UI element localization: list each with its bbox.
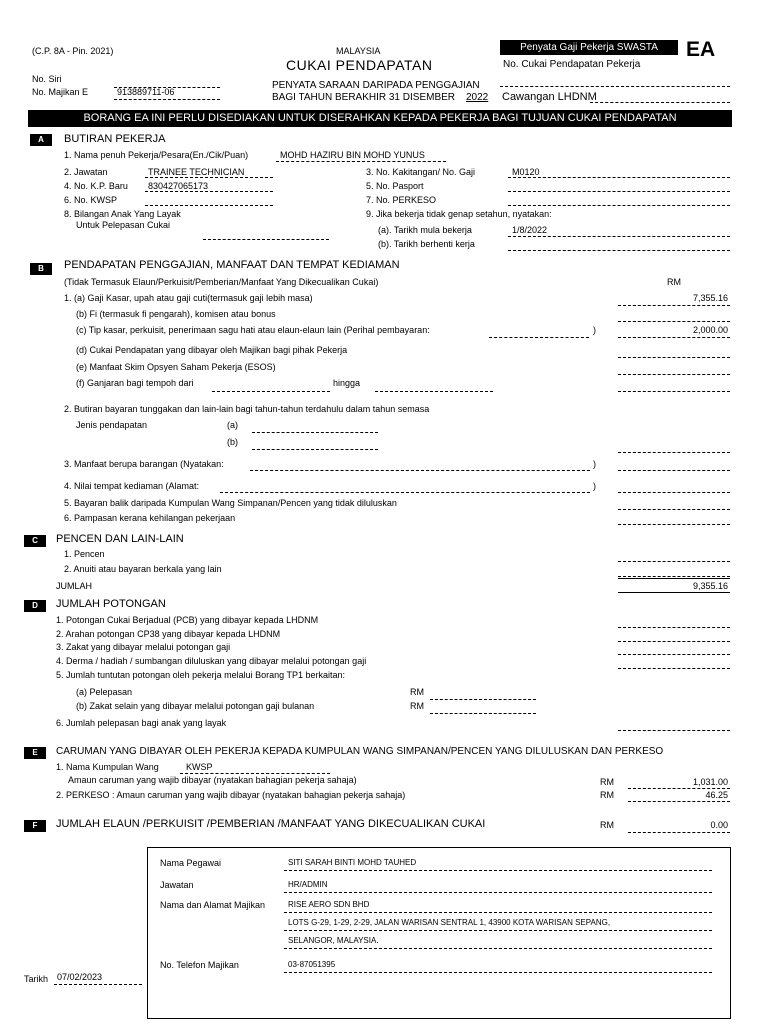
address-field-1[interactable] <box>284 930 712 931</box>
b1f-label: (f) Ganjaran bagi tempoh dari <box>76 378 194 388</box>
tax-no-field[interactable] <box>500 86 730 87</box>
c2-label: 2. Anuiti atau bayaran berkala yang lain <box>64 564 222 574</box>
d5-label: 5. Jumlah tuntutan potongan oleh pekerja melalui Borang TP1 berkaitan: <box>56 670 346 680</box>
section-b-title: PENDAPATAN PENGGAJIAN, MANFAAT DAN TEMPAT KEDIAMAN <box>64 259 400 271</box>
section-e-badge: E <box>24 747 46 759</box>
e1-value: KWSP <box>186 762 213 772</box>
b4-close-paren: ) <box>593 481 596 491</box>
mula-field[interactable] <box>508 236 730 237</box>
f-field[interactable] <box>628 832 730 833</box>
pegawai-label: Nama Pegawai <box>160 858 222 868</box>
d5a-rm: RM <box>410 687 424 697</box>
tarikh-label: Tarikh <box>24 974 49 984</box>
jumlah-label: JUMLAH <box>56 581 93 591</box>
name-label: 1. Nama penuh Pekerja/Pesara(En./Cik/Puan) <box>64 150 249 160</box>
page-title: CUKAI PENDAPATAN <box>286 57 433 73</box>
pasport-label: 5. No. Pasport <box>366 181 424 191</box>
b2a-field[interactable] <box>252 432 378 433</box>
notice-banner: BORANG EA INI PERLU DISEDIAKAN UNTUK DISERAHKAN KEPADA PEKERJA BAGI TUJUAN CUKAI PENDAPATAN <box>28 110 732 127</box>
b1b-label: (b) Fi (termasuk fi pengarah), komisen atau bonus <box>76 309 276 319</box>
b2b-field[interactable] <box>252 449 378 450</box>
opt-b-label: (b) <box>227 437 238 447</box>
d5a-label: (a) Pelepasan <box>76 687 133 697</box>
mula-label: (a). Tarikh mula bekerja <box>378 225 472 235</box>
b1e-label: (e) Manfaat Skim Opsyen Saham Pekerja (ESOS) <box>76 362 276 372</box>
jumlah-value: 9,355.16 <box>692 581 728 591</box>
e2-rm: RM <box>600 790 614 800</box>
perkeso-field[interactable] <box>508 205 730 206</box>
rm-header: RM <box>667 277 681 287</box>
d1-label: 1. Potongan Cukai Berjadual (PCB) yang dibayar kepada LHDNM <box>56 615 319 625</box>
kp-label: 4. No. K.P. Baru <box>64 181 128 191</box>
branch-field[interactable] <box>590 102 730 103</box>
kwsp-field[interactable] <box>628 788 730 789</box>
kwsp-value: 1,031.00 <box>692 777 728 787</box>
tarikh-value: 07/02/2023 <box>57 972 103 982</box>
subtitle-2: BAGI TAHUN BERAKHIR 31 DISEMBER <box>272 92 456 103</box>
employer-signature-box <box>147 847 731 1019</box>
b2-label: 2. Butiran bayaran tunggakan dan lain-lain bagi tahun-tahun terdahulu dalam tahun semasa <box>64 404 430 414</box>
b1e-field[interactable] <box>618 374 730 375</box>
statement-type-badge: Penyata Gaji Pekerja SWASTA <box>500 40 678 55</box>
telefon-label: No. Telefon Majikan <box>160 960 239 970</box>
name-field[interactable] <box>276 161 446 162</box>
no-majikan-label: No. Majikan E <box>32 87 89 97</box>
b1a-field[interactable] <box>618 305 730 306</box>
e2-label: 2. PERKESO : Amaun caruman yang wajib dibayar (nyatakan bahagian pekerja sahaja) <box>56 790 406 800</box>
b1b-field[interactable] <box>618 321 730 322</box>
b6-field[interactable] <box>618 524 730 525</box>
amaun-label: Amaun caruman yang wajib dibayar (nyatakan bahagian pekerja sahaja) <box>68 775 357 785</box>
d5b-label: (b) Zakat selain yang dibayar melalui potongan gaji bulanan <box>76 701 315 711</box>
d5b-field[interactable] <box>430 713 536 714</box>
jawatan-label: 2. Jawatan <box>64 167 108 177</box>
majikan-value: RISE AERO SDN BHD <box>288 900 370 909</box>
tarikh-field[interactable] <box>54 984 142 985</box>
f-value: 0.00 <box>710 820 728 830</box>
footer-jawatan-value: HR/ADMIN <box>288 880 328 889</box>
section-a-badge: A <box>30 134 52 146</box>
d3-label: 3. Zakat yang dibayar melalui potongan gaji <box>56 642 231 652</box>
section-e-title: CARUMAN YANG DIBAYAR OLEH PEKERJA KEPADA KUMPULAN WANG SIMPANAN/PENCEN YANG DILULUSKAN DAN PERKESO <box>56 746 664 757</box>
footer-jawatan-label: Jawatan <box>160 880 194 890</box>
f-rm: RM <box>600 820 614 830</box>
kakitangan-value: M0120 <box>512 167 540 177</box>
d4-field[interactable] <box>618 668 730 669</box>
d4-label: 4. Derma / hadiah / sumbangan diluluskan yang dibayar melalui potongan gaji <box>56 656 367 666</box>
b5-field[interactable] <box>618 509 730 510</box>
perkeso-label: 7. No. PERKESO <box>366 195 437 205</box>
kwsp-label: 6. No. KWSP <box>64 195 118 205</box>
footer-jawatan-field[interactable] <box>284 892 712 893</box>
b3-field[interactable] <box>618 470 730 471</box>
kp-field[interactable] <box>145 191 273 192</box>
berhenti-field[interactable] <box>508 250 730 251</box>
b4-label: 4. Nilai tempat kediaman (Alamat: <box>64 481 200 491</box>
name-value: MOHD HAZIRU BIN MOHD YUNUS <box>280 150 425 160</box>
b4-address-field[interactable] <box>220 492 590 493</box>
section-c-badge: C <box>24 535 46 547</box>
b1c-close-paren: ) <box>593 325 596 335</box>
section-f-title: JUMLAH ELAUN /PERKUISIT /PEMBERIAN /MANFAAT YANG DIKECUALIKAN CUKAI <box>56 818 486 830</box>
b6-label: 6. Pampasan kerana kehilangan pekerjaan <box>64 513 236 523</box>
anak-field[interactable] <box>203 239 329 240</box>
b1d-field[interactable] <box>618 357 730 358</box>
jawatan-value: TRAINEE TECHNICIAN <box>148 167 245 177</box>
section-b-note: (Tidak Termasuk Elaun/Perkuisit/Pemberian/Manfaat Yang Dikecualikan Cukai) <box>64 277 379 287</box>
d3-field[interactable] <box>618 654 730 655</box>
anak-label-1: 8. Bilangan Anak Yang Layak <box>64 209 181 219</box>
year: 2022 <box>466 92 489 103</box>
b1f-from-field[interactable] <box>212 391 330 392</box>
d2-field[interactable] <box>618 641 730 642</box>
kakitangan-field[interactable] <box>508 177 730 178</box>
b2-field[interactable] <box>618 452 730 453</box>
b1d-label: (d) Cukai Pendapatan yang dibayar oleh Majikan bagi pihak Pekerja <box>76 345 348 355</box>
b1f-to-field[interactable] <box>375 391 493 392</box>
pasport-field[interactable] <box>508 191 730 192</box>
jenis-label: Jenis pendapatan <box>76 420 148 430</box>
jumlah-bottom-rule <box>618 592 730 593</box>
address-field-2[interactable] <box>284 948 712 949</box>
address-line-1: LOTS G-29, 1-29, 2-29, JALAN WARISAN SENTRAL 1, 43900 KOTA WARISAN SEPANG, <box>288 918 611 927</box>
branch-label: Cawangan LHDNM <box>502 91 597 103</box>
b1c-perihal-field[interactable] <box>489 337 589 338</box>
mula-value: 1/8/2022 <box>512 225 548 235</box>
address-line-2: SELANGOR, MALAYSIA. <box>288 936 379 945</box>
section-d-title: JUMLAH POTONGAN <box>56 598 166 610</box>
majikan-field[interactable] <box>284 912 712 913</box>
b4-field[interactable] <box>618 492 730 493</box>
e1-field[interactable] <box>180 773 330 774</box>
anak-label-2: Untuk Pelepasan Cukai <box>76 220 171 230</box>
form-code: (C.P. 8A - Pin. 2021) <box>32 46 114 56</box>
section-a-title: BUTIRAN PEKERJA <box>64 133 166 145</box>
c2-field[interactable] <box>618 576 730 577</box>
section-f-badge: F <box>24 820 46 832</box>
section-b-badge: B <box>30 263 52 275</box>
no-majikan-value: 913889711-06 <box>117 87 175 97</box>
b1c-field[interactable] <box>618 337 730 338</box>
berhenti-label: (b). Tarikh berhenti kerja <box>378 239 475 249</box>
b1f-field[interactable] <box>618 391 730 392</box>
e1-rm: RM <box>600 777 614 787</box>
b5-label: 5. Bayaran balik daripada Kumpulan Wang Simpanan/Pencen yang tidak diluluskan <box>64 498 397 508</box>
jawatan-field[interactable] <box>145 177 273 178</box>
country: MALAYSIA <box>336 46 381 56</box>
jumlah-top-rule <box>618 578 730 579</box>
kakitangan-label: 3. No. Kakitangan/ No. Gaji <box>366 167 476 177</box>
d1-field[interactable] <box>618 627 730 628</box>
subtitle-1: PENYATA SARAAN DARIPADA PENGGAJIAN <box>272 80 480 91</box>
e1-label: 1. Nama Kumpulan Wang <box>56 762 159 772</box>
b3-label: 3. Manfaat berupa barangan (Nyatakan: <box>64 459 224 469</box>
no-siri-label: No. Siri <box>32 74 62 84</box>
kp-value: 830427065173 <box>148 181 209 191</box>
perkeso-field[interactable] <box>628 801 730 802</box>
d6-field[interactable] <box>618 730 730 731</box>
c1-field[interactable] <box>618 561 730 562</box>
b1a-label: 1. (a) Gaji Kasar, upah atau gaji cuti(termasuk gaji lebih masa) <box>64 293 313 303</box>
b1c-value: 2,000.00 <box>692 325 728 335</box>
opt-a-label: (a) <box>227 420 238 430</box>
hingga-label: hingga <box>333 378 361 388</box>
kwsp-field[interactable] <box>145 205 273 206</box>
c1-label: 1. Pencen <box>64 549 105 559</box>
majikan-label: Nama dan Alamat Majikan <box>160 900 266 910</box>
perkeso-value: 46.25 <box>705 790 728 800</box>
section-d-badge: D <box>24 600 46 612</box>
no-majikan-field[interactable] <box>114 99 220 100</box>
telefon-value: 03-87051395 <box>288 960 336 969</box>
d6-label: 6. Jumlah pelepasan bagi anak yang layak <box>56 718 227 728</box>
section-c-title: PENCEN DAN LAIN-LAIN <box>56 533 184 545</box>
d2-label: 2. Arahan potongan CP38 yang dibayar kepada LHDNM <box>56 629 281 639</box>
ea-label: EA <box>686 38 716 61</box>
b3-desc-field[interactable] <box>250 470 590 471</box>
d5a-field[interactable] <box>430 699 536 700</box>
telefon-field[interactable] <box>284 972 712 973</box>
b1a-value: 7,355.16 <box>692 293 728 303</box>
d5b-rm: RM <box>410 701 424 711</box>
pegawai-field[interactable] <box>284 870 712 871</box>
b1c-label: (c) Tip kasar, perkuisit, penerimaan sagu hati atau elaun-elaun lain (Perihal pembayaran: <box>76 325 430 335</box>
tax-no-label: No. Cukai Pendapatan Pekerja <box>503 59 641 70</box>
pegawai-value: SITI SARAH BINTI MOHD TAUHED <box>288 858 417 867</box>
b3-close-paren: ) <box>593 459 596 469</box>
jika-label: 9. Jika bekerja tidak genap setahun, nyatakan: <box>366 209 552 219</box>
